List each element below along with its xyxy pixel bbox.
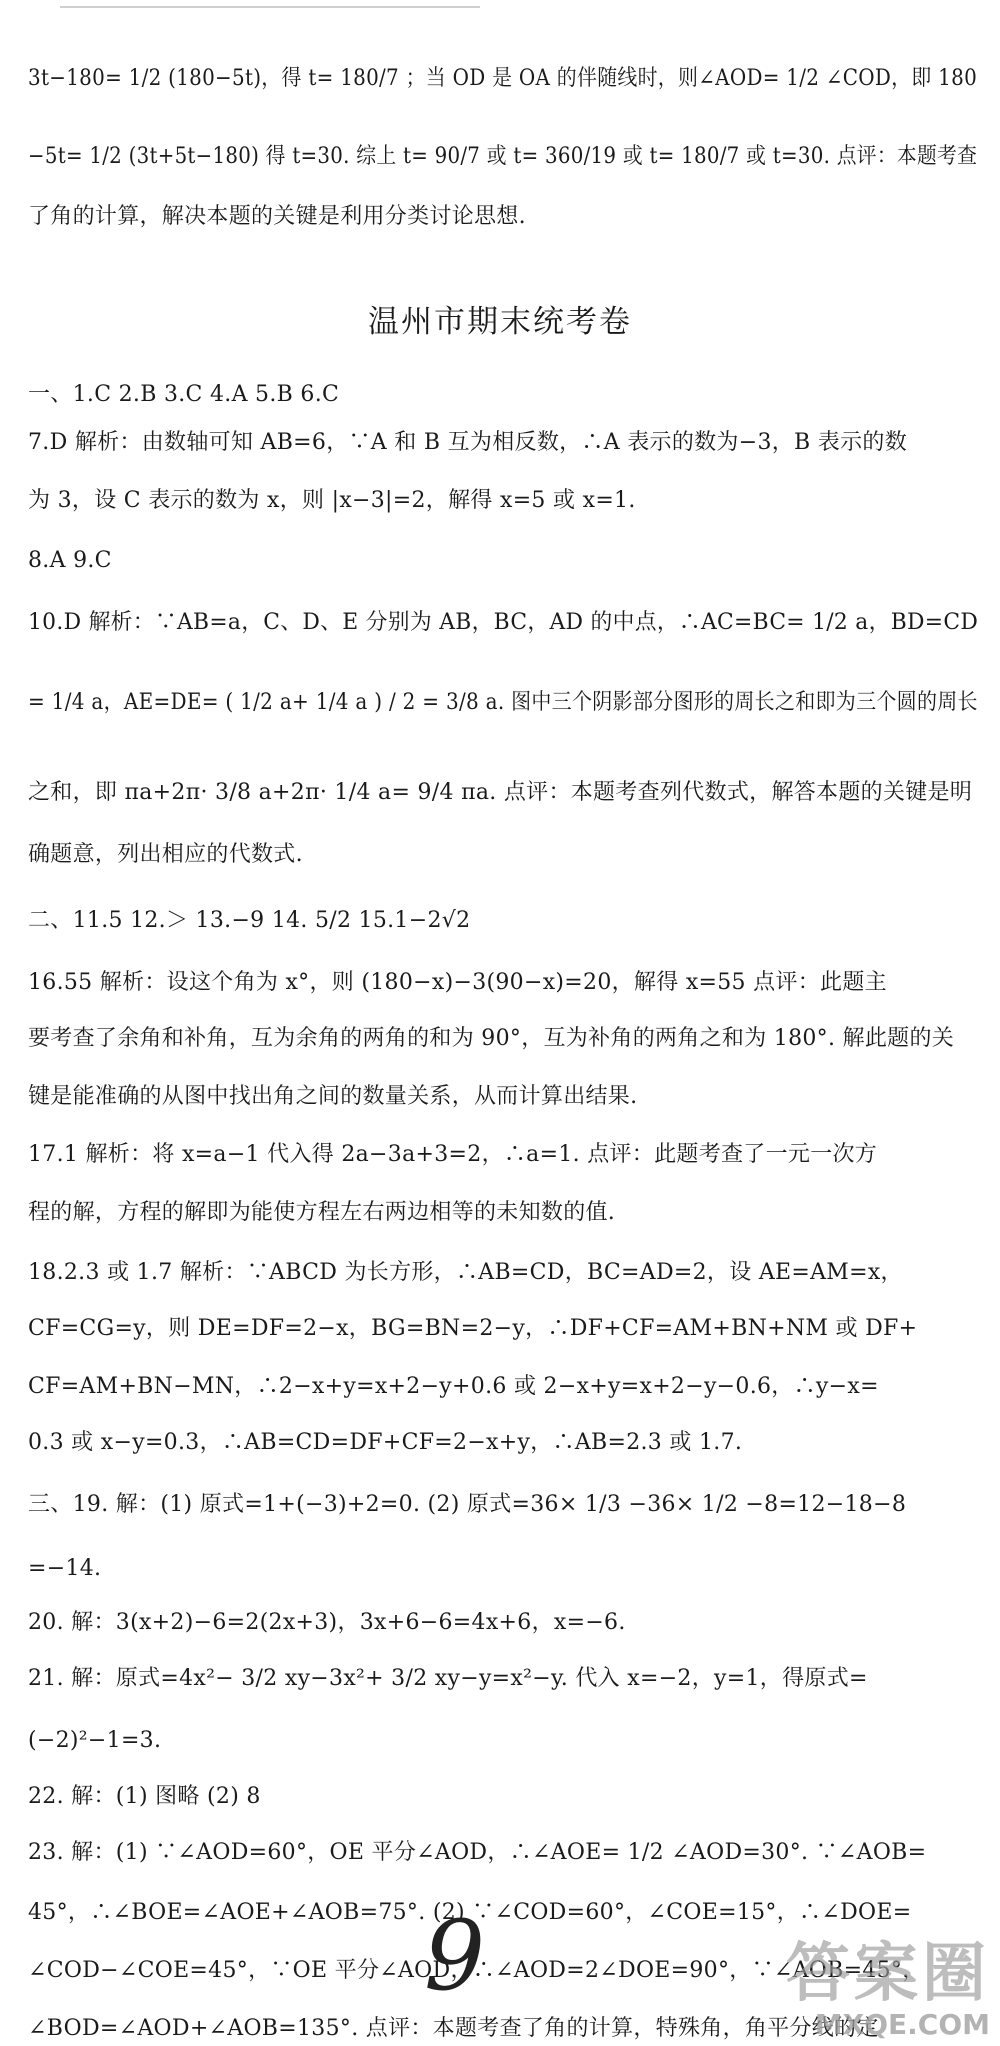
text-line: 10.D 解析：∵AB=a，C、D、E 分别为 AB，BC，AD 的中点，∴AC=BC= 1/2 a，BD=CD [28, 610, 979, 635]
text-line: 程的解，方程的解即为能使方程左右两边相等的未知数的值. [28, 1200, 616, 1225]
text-line: −5t= 1/2 (3t+5t−180) 得 t=30. 综上 t= 90/7 或 t= 360/19 或 t= 180/7 或 t=30. 点评：本题考查 [28, 144, 978, 169]
text-line: 一、1.C 2.B 3.C 4.A 5.B 6.C [28, 382, 340, 407]
text-line: (−2)²−1=3. [28, 1728, 162, 1753]
text-line: 了角的计算，解决本题的关键是利用分类讨论思想. [28, 204, 526, 229]
text-line: 7.D 解析：由数轴可知 AB=6，∵A 和 B 互为相反数，∴A 表示的数为−3，B 表示的数 [28, 430, 908, 455]
text-line: = 1/4 a，AE=DE= ( 1/2 a+ 1/4 a ) / 2 = 3/8 a. 图中三个阴影部分图形的周长之和即为三个圆的周长 [28, 690, 978, 715]
watermark [770, 1922, 990, 2041]
text-line: ∠BOD=∠AOD+∠AOB=135°. 点评：本题考查了角的计算，特殊角，角平分线的定 [28, 2016, 879, 2041]
text-line: 键是能准确的从图中找出角之间的数量关系，从而计算出结果. [28, 1084, 638, 1109]
text-line: ∠COD−∠COE=45°，∵OE 平分∠AOD，∴∠AOD=2∠DOE=90°，∵∠AOB=45°， [28, 1958, 925, 1983]
top-rule [60, 6, 480, 8]
text-line: 0.3 或 x−y=0.3，∴AB=CD=DF+CF=2−x+y，∴AB=2.3 或 1.7. [28, 1430, 743, 1455]
text-line: 确题意，列出相应的代数式. [28, 842, 303, 867]
text-line: 21. 解：原式=4x²− 3/2 xy−3x²+ 3/2 xy−y=x²−y. 代入 x=−2，y=1，得原式= [28, 1666, 868, 1691]
watermark-url: MXQE.COM [814, 2008, 990, 2041]
text-line: 之和，即 πa+2π· 3/8 a+2π· 1/4 a= 9/4 πa. 点评：本题考查列代数式，解答本题的关键是明 [28, 780, 973, 805]
text-line: 3t−180= 1/2 (180−5t)，得 t= 180/7 ；当 OD 是 OA 的伴随线时，则∠AOD= 1/2 ∠COD，即 180 [28, 66, 978, 91]
text-line: 8.A 9.C [28, 548, 112, 573]
text-line: 20. 解：3(x+2)−6=2(2x+3)，3x+6−6=4x+6，x=−6. [28, 1610, 626, 1635]
section-title: 温州市期末统考卷 [368, 304, 632, 340]
text-line: 22. 解：(1) 图略 (2) 8 [28, 1784, 261, 1809]
page-number: 9 [424, 1900, 486, 2012]
text-line: =−14. [28, 1556, 102, 1581]
text-line: 45°，∴∠BOE=∠AOE+∠AOB=75°. (2) ∵∠COD=60°，∠COE=15°，∴∠DOE= [28, 1900, 912, 1925]
text-line: 二、11.5 12.＞ 13.−9 14. 5/2 15.1−2√2 [28, 908, 471, 933]
text-line: CF=AM+BN−MN，∴2−x+y=x+2−y+0.6 或 2−x+y=x+2−y−0.6，∴y−x= [28, 1374, 879, 1399]
text-line: 要考查了余角和补角，互为余角的两角的和为 90°，互为补角的两角之和为 180°. 解此题的关 [28, 1026, 955, 1051]
text-line: 为 3，设 C 表示的数为 x，则 |x−3|=2，解得 x=5 或 x=1. [28, 488, 636, 513]
text-line: 三、19. 解：(1) 原式=1+(−3)+2=0. (2) 原式=36× 1/3 −36× 1/2 −8=12−18−8 [28, 1492, 907, 1517]
watermark-text: 答案圈 [786, 1937, 990, 2011]
text-line: 18.2.3 或 1.7 解析：∵ABCD 为长方形，∴AB=CD，BC=AD=2，设 AE=AM=x， [28, 1260, 903, 1285]
text-line: 17.1 解析：将 x=a−1 代入得 2a−3a+3=2，∴a=1. 点评：此题考查了一元一次方 [28, 1142, 878, 1167]
text-line: CF=CG=y，则 DE=DF=2−x，BG=BN=2−y，∴DF+CF=AM+BN+NM 或 DF+ [28, 1316, 918, 1341]
text-line: 23. 解：(1) ∵∠AOD=60°，OE 平分∠AOD，∴∠AOE= 1/2 ∠AOD=30°. ∵∠AOB= [28, 1840, 927, 1865]
text-line: 16.55 解析：设这个角为 x°，则 (180−x)−3(90−x)=20，解得 x=55 点评：此题主 [28, 970, 887, 995]
